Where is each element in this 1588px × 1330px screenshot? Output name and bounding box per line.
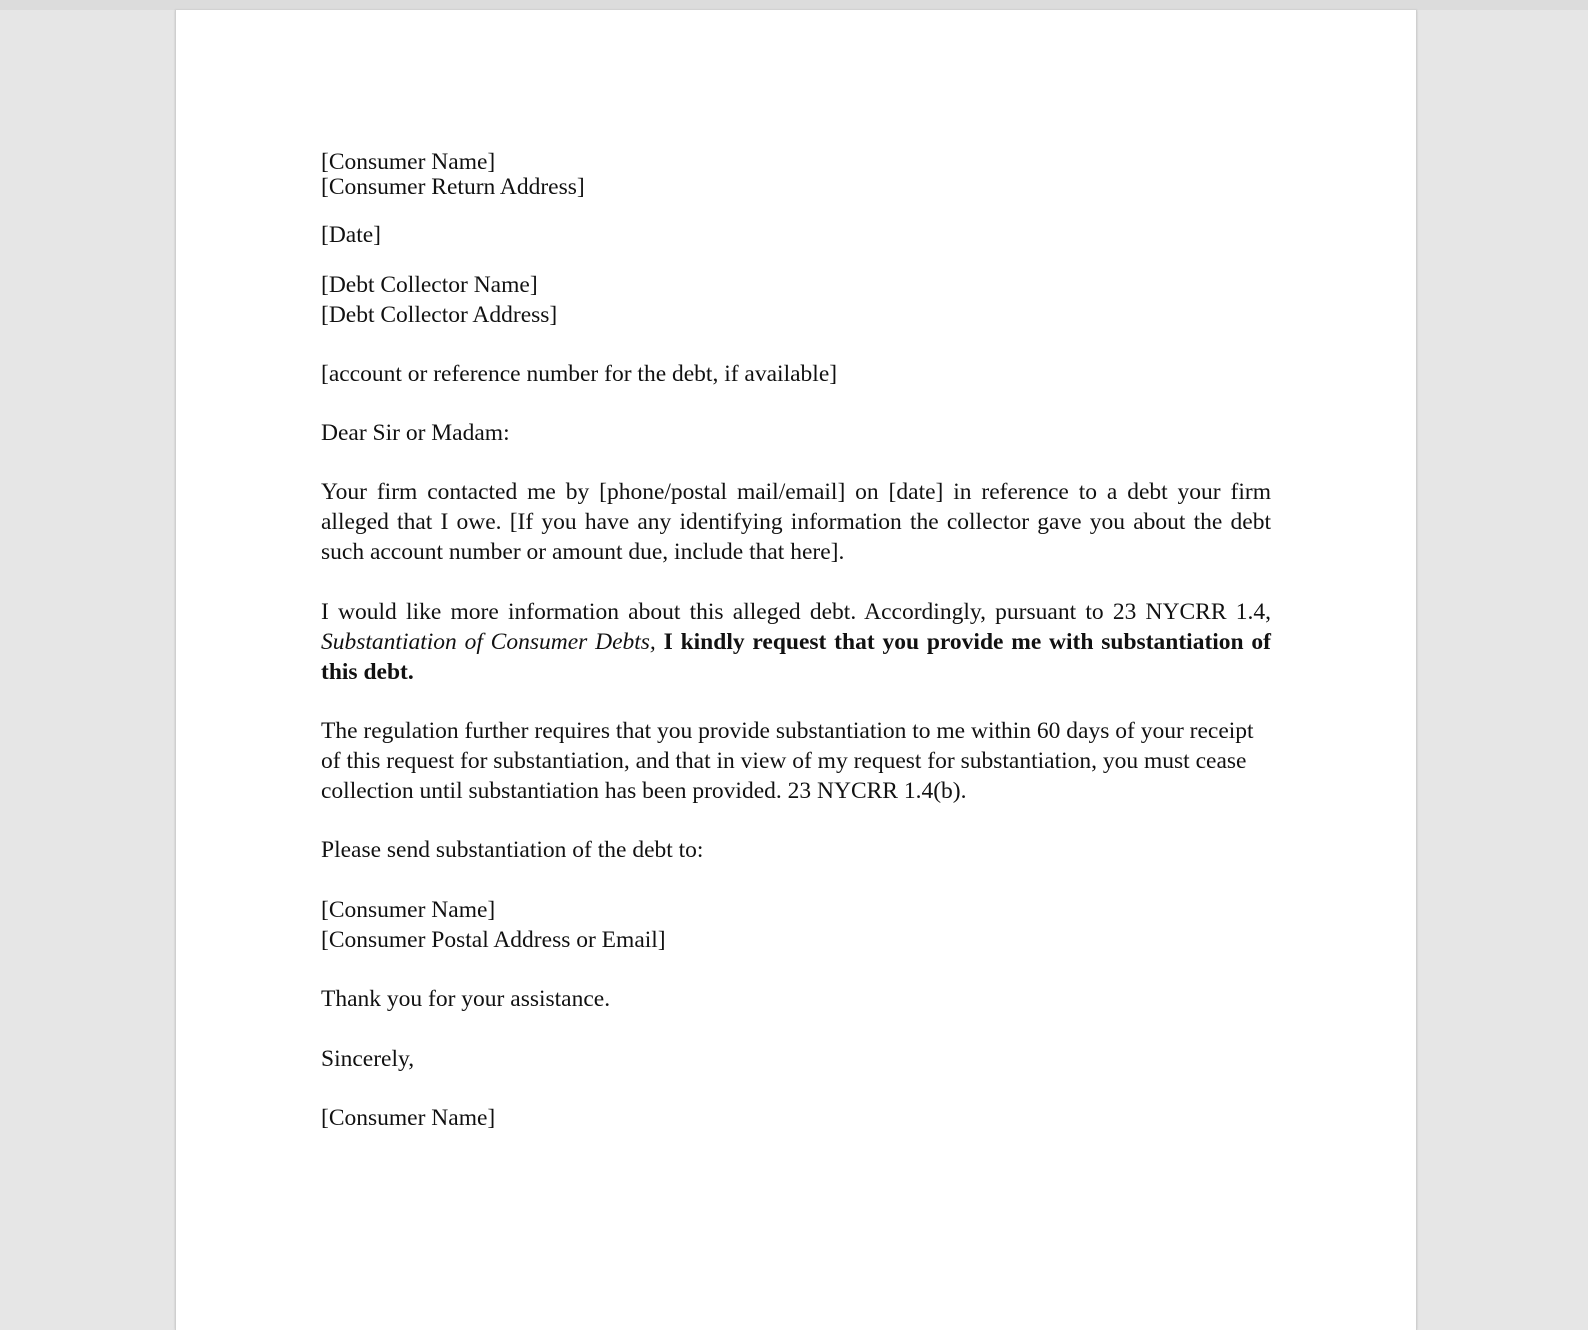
document-page [175, 10, 1417, 1330]
closing-line: Sincerely, [321, 1046, 415, 1072]
account-reference: [account or reference number for the debt, if available] [321, 361, 838, 387]
sender-name: [Consumer Name] [321, 149, 496, 175]
sender-block [321, 150, 1271, 200]
paragraph-contact: Your firm contacted me by [phone/postal mail/email] on [date] in reference to a debt your firm alleged that I owe. [If you have any identifying information the collector gave you about the debt such account number or amount due, include that here]. [321, 479, 1271, 565]
date-line: [Date] [321, 222, 382, 248]
paragraph-request [321, 597, 1271, 687]
collector-address: [Debt Collector Address] [321, 302, 558, 328]
thanks-line: Thank you for your assistance. [321, 986, 611, 1012]
collector-name: [Debt Collector Name] [321, 272, 538, 298]
window-top-strip [0, 0, 1588, 10]
salutation: Dear Sir or Madam: [321, 420, 510, 446]
recipient-block [321, 895, 1271, 955]
send-to-line: Please send substantiation of the debt to: [321, 837, 704, 863]
signature-name: [Consumer Name] [321, 1105, 496, 1131]
sender-address: [Consumer Return Address] [321, 174, 585, 200]
paragraph-request-text: I would like more information about this alleged debt. Accordingly, pursuant to 23 NYCRR 1.4, [321, 599, 1271, 625]
letter-body [321, 150, 1271, 1133]
paragraph-regulation: The regulation further requires that you provide substantiation to me within 60 days of your receipt of this request for substantiation, and that in view of my request for substantiation, you must cease collection until substantiation has been provided. 23 NYCRR 1.4(b). [321, 718, 1254, 804]
recipient-address: [Consumer Postal Address or Email] [321, 927, 666, 953]
collector-block [321, 270, 1271, 330]
recipient-name: [Consumer Name] [321, 897, 496, 923]
regulation-title: Substantiation of Consumer Debts, [321, 629, 656, 655]
request-statement: I kindly request that you provide me with substantiation of this debt. [321, 629, 1271, 685]
